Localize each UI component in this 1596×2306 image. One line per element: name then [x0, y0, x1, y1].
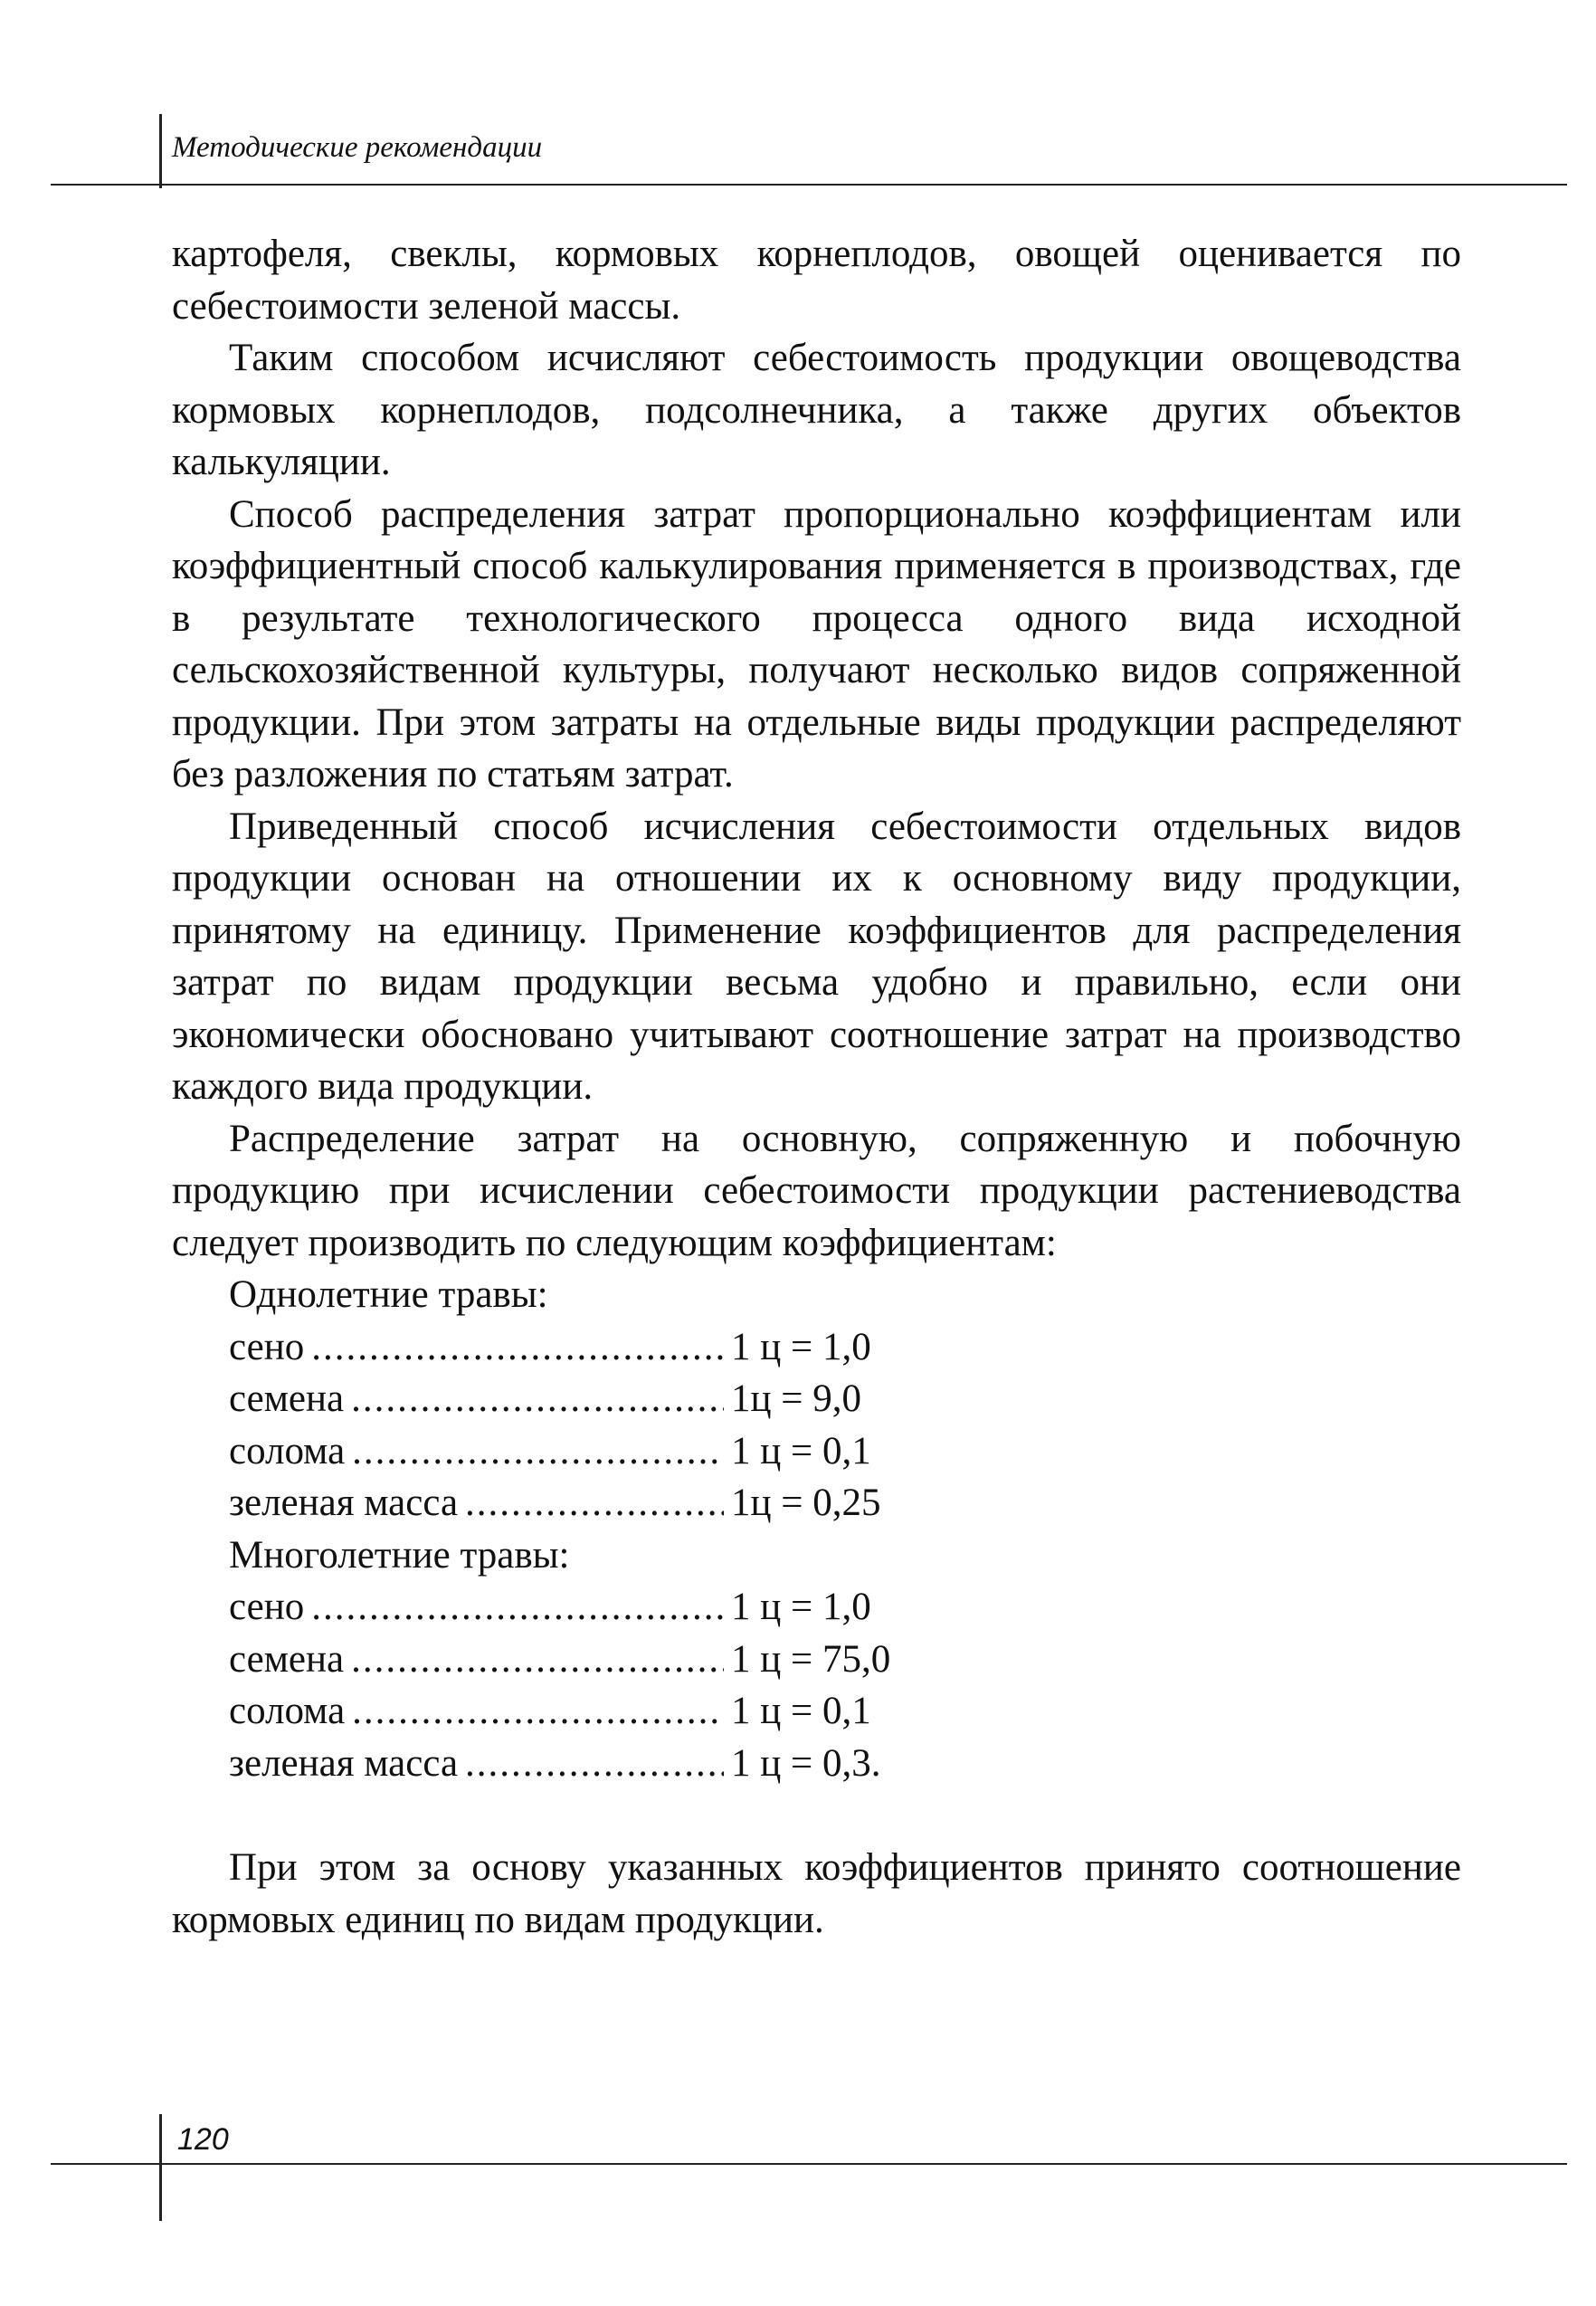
coefficient-value: 1 ц = 1,0: [731, 1325, 871, 1368]
dot-leader: [352, 1685, 724, 1738]
coefficient-row: [229, 1685, 917, 1738]
coefficient-value: 1 ц = 75,0: [731, 1637, 891, 1681]
coefficient-value: 1 ц = 0,1: [731, 1690, 871, 1732]
dot-leader: [352, 1425, 724, 1478]
coefficient-row: [229, 1738, 917, 1790]
paragraph-continuation: картофеля, свеклы, кормовых корнеплодов, овощей оценивается по себестоимости зеленой массы.: [172, 233, 1461, 328]
coefficient-value: 1 ц = 0,1: [731, 1429, 871, 1472]
coefficient-name: семена: [229, 1377, 345, 1420]
coefficients-list: [172, 1269, 1461, 1789]
coefficient-row: [229, 1425, 917, 1478]
dot-leader: [465, 1477, 724, 1529]
coefficient-name: солома: [229, 1429, 346, 1472]
coefficient-name: зеленая масса: [229, 1741, 459, 1785]
running-header: Методические рекомендации: [172, 131, 543, 164]
paragraph: Таким способом исчисляют себестоимость продукции овощеводства кормовых корнеплодов, подсолнечника, а также других объектов калькуляции.: [172, 337, 1461, 483]
coefficient-value: 1ц = 9,0: [731, 1377, 862, 1420]
dot-leader: [311, 1581, 724, 1634]
paragraph: Способ распределения затрат пропорционально коэффициентам или коэффициентный способ калькулирования применяется в производствах, где в результате технологического процесса одного вида исходной сельскохозяйственной культуры, получают несколько видов сопряженной продукции. При этом затраты на отдельные виды продукции распределяют без разложения по статьям затрат.: [172, 492, 1461, 796]
annual-grasses-title: Однолетние травы:: [229, 1273, 548, 1316]
coefficient-value: 1ц = 0,25: [731, 1482, 881, 1524]
coefficient-row: [229, 1634, 917, 1686]
header-vertical-rule: [159, 114, 162, 188]
footer-horizontal-rule: [51, 2163, 1567, 2165]
perennial-grasses-title: Многолетние травы:: [229, 1533, 570, 1577]
coefficient-value: 1 ц = 0,3.: [731, 1741, 881, 1785]
dot-leader: [465, 1738, 724, 1790]
coefficient-name: сено: [229, 1325, 305, 1368]
dot-leader: [311, 1321, 724, 1374]
coefficient-value: 1 ц = 1,0: [731, 1586, 871, 1628]
dot-leader: [351, 1634, 724, 1686]
coefficient-name: зеленая масса: [229, 1482, 459, 1524]
header-horizontal-rule: [51, 184, 1567, 186]
coefficient-row: [229, 1321, 917, 1374]
coefficient-name: солома: [229, 1690, 346, 1732]
page-number: 120: [177, 2122, 229, 2157]
coefficient-row: [229, 1477, 917, 1529]
paragraph: При этом за основу указанных коэффициентов принято соотношение кормовых единиц по видам продукции.: [172, 1846, 1461, 1941]
coefficient-name: семена: [229, 1637, 345, 1681]
coefficient-row: [229, 1373, 917, 1425]
paragraph: Распределение затрат на основную, сопряженную и побочную продукцию при исчислении себестоимости продукции растениеводства следует производить по следующим коэффициентам:: [172, 1117, 1461, 1264]
spacer: [172, 1789, 1461, 1842]
coefficient-name: сено: [229, 1586, 305, 1628]
body-text: [172, 228, 1461, 1946]
paragraph: Приведенный способ исчисления себестоимости отдельных видов продукции основан на отношении их к основному виду продукции, принятому на единицу. Применение коэффициентов для распределения затрат по видам продукции весьма удобно и правильно, если они экономически обосновано учитывают соотношение затрат на производство каждого вида продукции.: [172, 805, 1461, 1108]
footer-vertical-rule: [159, 2114, 162, 2221]
coefficient-row: [229, 1581, 917, 1634]
dot-leader: [351, 1373, 724, 1425]
